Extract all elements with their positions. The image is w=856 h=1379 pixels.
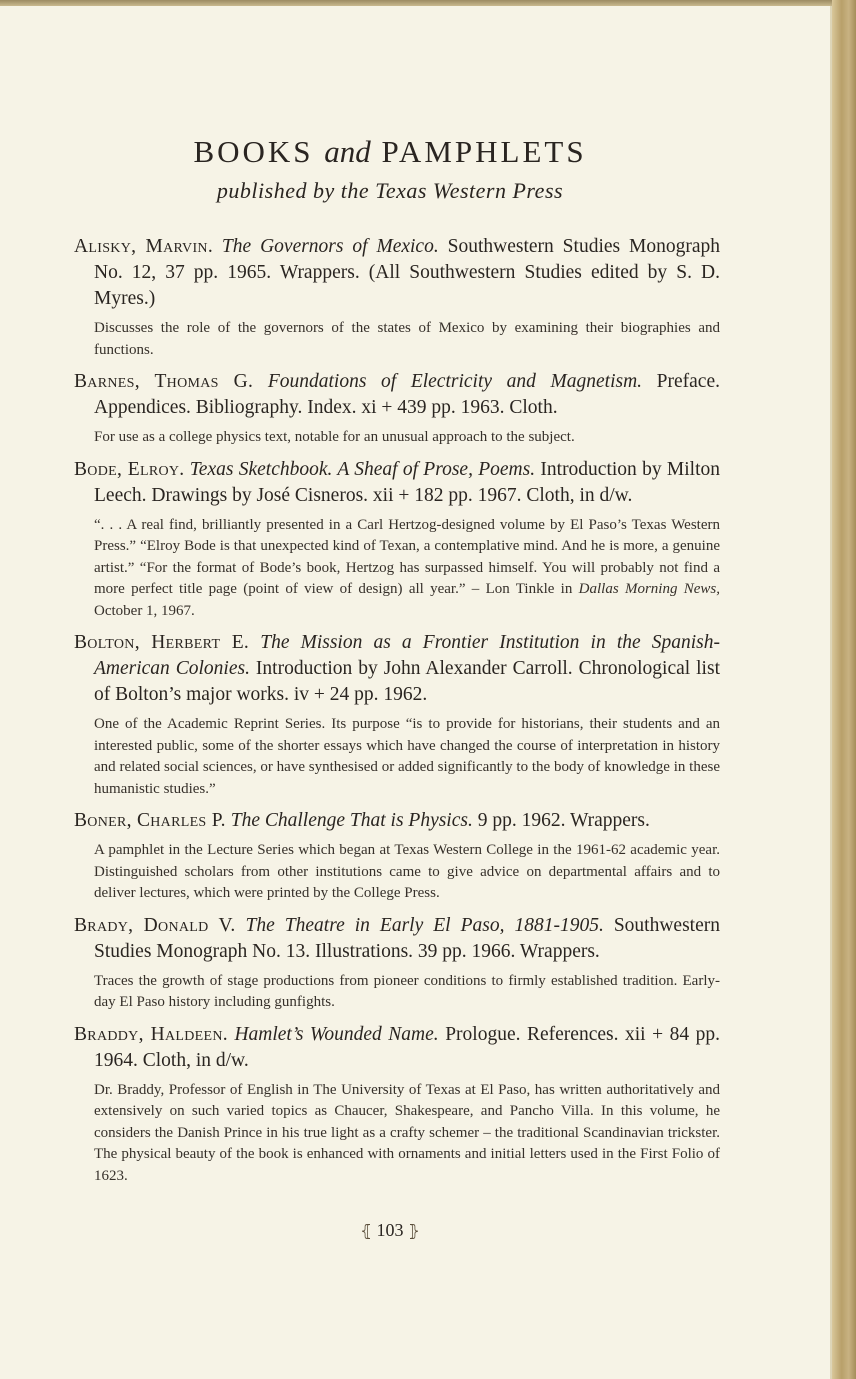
book-page-edge [832, 0, 856, 1379]
entry-author: Brady, Donald V. [74, 914, 236, 936]
entry-description: Traces the growth of stage productions from pioneer conditions to firmly established tradition. Early-day El Paso history including gunfights. [94, 972, 720, 1010]
book-entry [74, 1022, 720, 1188]
entry-details: Southwestern Studies Monograph No. 13. Illustrations. 39 pp. 1966. Wrappers. [94, 914, 720, 962]
book-entry [74, 234, 720, 361]
page-number-value: 103 [376, 1220, 404, 1240]
page-number [0, 1220, 780, 1241]
entry-title: Texas Sketchbook. A Sheaf of Prose, Poems. [189, 458, 536, 480]
page-subtitle: published by the Texas Western Press [216, 178, 564, 203]
page-title [0, 134, 780, 170]
book-entry [74, 808, 720, 905]
entry-author: Boner, Charles P. [74, 810, 226, 831]
entry-description: A pamphlet in the Lecture Series which began at Texas Western College in the 1961-62 academic year. Distinguished scholars from other institutions came to give advice on departmental affairs and to deliver lectures, which were printed by the College Press. [94, 842, 720, 901]
entry-title: The Governors of Mexico. [221, 236, 439, 257]
entry-description: For use as a college physics text, notable for an unusual approach to the subject. [94, 429, 575, 445]
entry-author: Bode, Elroy. [74, 458, 185, 480]
entry-heading [74, 808, 720, 834]
title-word-and: and [324, 134, 371, 169]
entry-author: Bolton, Herbert E. [74, 632, 250, 653]
entry-details: Introduction by Milton Leech. Drawings by José Cisneros. xii + 182 pp. 1967. Cloth, in d/w. [94, 458, 720, 506]
entry-title: The Theatre in Early El Paso, 1881-1905. [245, 914, 604, 936]
entry-description [74, 515, 720, 623]
review-date: October 1, 1967. [94, 602, 195, 619]
entry-description: Dr. Braddy, Professor of English in The University of Texas at El Paso, has written authoritatively and extensively on such varied topics as Chaucer, Shakespeare, and Pancho Villa. In this volume, he considers the Danish Prince in his true light as a crafty schemer – the traditional Scandinavian trickster. The physical beauty of the book is enhanced with ornaments and initial letters used in the First Folio of 1623. [94, 1081, 720, 1184]
entry-title: Hamlet’s Wounded Name. [234, 1023, 439, 1045]
entry-description: Discusses the role of the governors of the states of Mexico by examining their biographies and functions. [94, 320, 720, 358]
entry-author: Alisky, Marvin. [74, 236, 214, 257]
book-entries-list [74, 234, 720, 1195]
entry-heading [74, 630, 720, 708]
entry-heading [74, 1022, 720, 1074]
book-entry [74, 457, 720, 623]
right-ornament-icon: ⦄ [408, 1223, 420, 1240]
entry-title: Foundations of Electricity and Magnetism. [267, 371, 643, 392]
book-page [0, 6, 832, 1379]
left-ornament-icon: ⦃ [360, 1223, 372, 1240]
entry-author: Barnes, Thomas G. [74, 371, 254, 392]
entry-heading [74, 234, 720, 312]
entry-details: Introduction by John Alexander Carroll. Chronological list of Bolton’s major works. iv + 24 pp. 1962. [94, 658, 720, 705]
review-source: Dallas Morning News, [578, 581, 720, 597]
book-entry [74, 630, 720, 800]
entry-author: Braddy, Haldeen. [74, 1023, 228, 1045]
entry-heading [74, 457, 720, 509]
book-entry [74, 369, 720, 449]
entry-title: The Mission as a Frontier Institution in the Spanish-American Colonies. [94, 632, 721, 679]
entry-details: Preface. Appendices. Bibliography. Index. xi + 439 pp. 1963. Cloth. [94, 371, 720, 418]
entry-details: Prologue. References. xii + 84 pp. 1964. Cloth, in d/w. [94, 1023, 720, 1071]
title-word-pamphlets: PAMPHLETS [381, 134, 587, 169]
book-entry [74, 913, 720, 1014]
entry-heading [74, 369, 720, 421]
review-quotes: “. . . A real find, brilliantly presented in a Carl Hertzog-designed volume by El Paso’s Texas Western Press.” “Elroy Bode is that unexpected kind of Texan, a contemplative mind. And he is more, a genuine artist.” “For the format of Bode’s book, Hertzog has surpassed himself. You will probably not find a more perfect title page (point of view of design) all year.” – Lon Tinkle in [94, 516, 720, 597]
entry-description: One of the Academic Reprint Series. Its purpose “is to provide for historians, their students and an interested public, some of the shorter essays which have changed the course of interpretation in history and related social sciences, or have synthesised or added significantly to the body of knowledge in these humanistic studies.” [94, 716, 720, 797]
entry-details: Southwestern Studies Monograph No. 12, 37 pp. 1965. Wrappers. (All Southwestern Studies edited by S. D. Myres.) [94, 236, 720, 309]
entry-details: 9 pp. 1962. Wrappers. [472, 810, 650, 831]
title-word-books: BOOKS [193, 134, 314, 169]
entry-title: The Challenge That is Physics. [230, 810, 473, 831]
entry-heading [74, 913, 720, 965]
